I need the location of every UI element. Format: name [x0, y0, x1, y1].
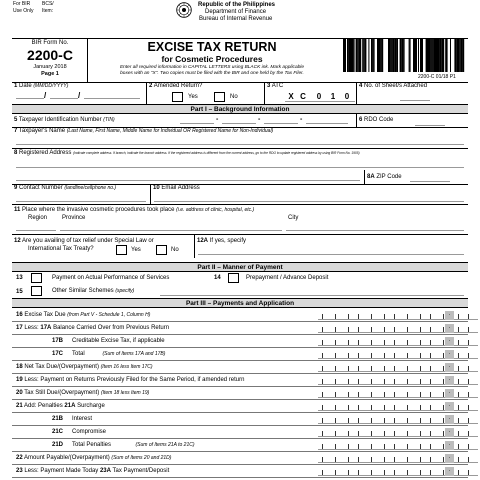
taxpayer-name-input[interactable]: [16, 136, 464, 145]
city-label: City: [288, 215, 299, 221]
field-6-label: 6 RDO Code: [359, 117, 394, 123]
sub-item-number: 23A: [99, 468, 111, 474]
field-13-label: Payment on Actual Performance of Services: [52, 275, 170, 281]
payment-row-label: [16, 377, 244, 384]
decimal-point: ·: [445, 363, 454, 372]
decimal-point: ·: [445, 415, 454, 424]
payment-row: [12, 452, 468, 465]
decimal-point: ·: [445, 389, 454, 398]
payment-row-label: [16, 312, 150, 319]
decimal-point: ·: [445, 337, 454, 346]
sub-item-label: Surcharge: [77, 403, 105, 409]
payment-row-label: [16, 403, 105, 410]
city-input[interactable]: [286, 222, 464, 231]
field-12-label-1: 12 Are you availing of tax relief under Special Law or: [14, 238, 154, 244]
sub-item-label: Creditable Excise Tax, if applicable: [72, 338, 165, 344]
sub-item-number: 21C: [52, 429, 64, 435]
use-only-label: Use Only: [13, 8, 34, 14]
field-9-label: 9 Contact Number (landline/cellphone no.): [14, 185, 117, 191]
item-label: Add: Penalties: [24, 403, 63, 409]
amended-no-checkbox[interactable]: [214, 92, 225, 102]
field-5-label: 5 Taxpayer Identification Number (TIN): [14, 117, 115, 123]
other-schemes-input[interactable]: [160, 288, 464, 296]
region-input[interactable]: [16, 222, 56, 231]
tax-relief-specify-input[interactable]: [198, 247, 464, 255]
amount-input[interactable]: [318, 376, 478, 385]
tax-relief-no-label: No: [171, 247, 179, 253]
sub-item-label: Interest: [72, 416, 93, 422]
atc-char: X: [288, 92, 294, 101]
item-number: 16: [16, 312, 23, 318]
sub-item-label: Compromise: [72, 429, 107, 435]
payment-row: [12, 335, 468, 348]
bureau-title: Bureau of Internal Revenue: [199, 16, 273, 22]
item-label: Less: Payment on Returns Previously Filed for the Same Period, if amended return: [24, 377, 245, 383]
item-label: Net Tax Due/(Overpayment): [24, 364, 99, 370]
form-title: EXCISE TAX RETURN: [147, 40, 277, 54]
item-label: Item:: [42, 8, 54, 14]
amount-input[interactable]: [318, 415, 478, 424]
field-13-number: 13: [16, 275, 23, 281]
payment-row: [12, 387, 468, 400]
tax-relief-yes-checkbox[interactable]: [116, 245, 127, 255]
field-1-label: 1 Date (MM/DD/YYYY): [14, 83, 69, 89]
item-number: 18: [16, 364, 23, 370]
tax-relief-no-checkbox[interactable]: [156, 245, 167, 255]
payment-row: [12, 348, 468, 361]
page-label: Page 1: [41, 71, 59, 77]
payment-row: [12, 322, 468, 335]
decimal-point: ·: [445, 376, 454, 385]
field-15-label: Other Similar Schemes (specify): [52, 288, 135, 294]
amount-input[interactable]: [318, 454, 478, 463]
rdo-code-input[interactable]: [415, 116, 445, 126]
field-2-label: 2 Amended Return?: [149, 83, 203, 89]
atc-char: 0: [316, 92, 322, 101]
item-number: 17: [16, 325, 23, 331]
sub-item-number: 21D: [52, 442, 64, 448]
tin-input[interactable]: - - -: [180, 116, 350, 126]
item-number: 20: [16, 390, 23, 396]
contact-number-input[interactable]: [16, 194, 146, 202]
field-14-number: 14: [214, 275, 221, 281]
decimal-point: ·: [445, 402, 454, 411]
decimal-point: ·: [445, 467, 454, 476]
amount-input[interactable]: [318, 337, 478, 346]
item-number: 23: [16, 468, 23, 474]
decimal-point: ·: [445, 350, 454, 359]
form-number: 2200-C: [27, 47, 73, 63]
bir-seal-icon: [176, 2, 192, 18]
item-hint: (Sum of Items 20 and 21D): [111, 455, 172, 461]
sub-item-label: Balance Carried Over from Previous Return: [53, 325, 170, 331]
sub-item-number: 17A: [40, 325, 52, 331]
payment-row: [12, 413, 468, 426]
atc-char: 0: [344, 92, 350, 101]
registered-address-line-2[interactable]: [16, 172, 360, 181]
form-date: January 2018: [33, 64, 67, 70]
province-input[interactable]: [60, 222, 282, 231]
barcode-code: 2200-C 01/18 P1: [418, 74, 456, 80]
payment-row-label: [16, 390, 149, 397]
field-12-label-2: International Tax Treaty?: [28, 246, 94, 252]
item-label: Less: Payment Made Today: [24, 468, 99, 474]
amount-input[interactable]: [318, 389, 478, 398]
item-hint: (Item 16 less Item 17C): [100, 364, 153, 370]
payment-row-label: [16, 325, 169, 332]
decimal-point: ·: [445, 454, 454, 463]
payment-row: [12, 309, 468, 322]
email-address-input[interactable]: [154, 194, 464, 202]
item-label: Less:: [24, 325, 39, 331]
field-12a-label: 12A If yes, specify: [197, 238, 247, 244]
amount-input[interactable]: [318, 441, 478, 450]
payment-row-label: [16, 468, 169, 475]
sub-item-label: Total Penalties: [72, 442, 112, 448]
item-number: 22: [16, 455, 23, 461]
sub-item-number: 17B: [52, 338, 64, 344]
for-bir-label: For BIR: [13, 1, 31, 7]
republic-title: Republic of the Philippines: [198, 2, 276, 8]
item-number: 21: [16, 403, 23, 409]
field-8-label: 8 Registered Address (Indicate complete address. If branch, indicate the branch address. If the registered address is different from the current address, go to the RDO to update registered address by using BIR Form No. 1905): [14, 150, 360, 156]
payment-row: [12, 400, 468, 413]
field-15-number: 15: [16, 289, 23, 295]
sub-item-number: 17C: [52, 351, 64, 357]
decimal-point: ·: [445, 441, 454, 450]
item-hint: (Sum of Items 17A and 17B): [102, 351, 166, 357]
bcs-label: BCS/: [42, 1, 54, 7]
amended-yes-checkbox[interactable]: [172, 92, 183, 102]
prepayment-checkbox[interactable]: [228, 273, 239, 283]
amount-input[interactable]: [318, 350, 478, 359]
amended-no-label: No: [230, 94, 238, 100]
tax-relief-yes-label: Yes: [131, 247, 141, 253]
sub-item-label: Tax Payment/Deposit: [112, 468, 170, 474]
sub-item-number: 21A: [64, 403, 76, 409]
amount-input[interactable]: [318, 402, 478, 411]
payment-row: [12, 374, 468, 387]
amount-input[interactable]: [318, 428, 478, 437]
item-hint: (Item 18 less Item 19): [100, 390, 150, 396]
payment-row-label: [16, 364, 153, 371]
form-subtitle: for Cosmetic Procedures: [161, 54, 263, 64]
decimal-point: ·: [445, 324, 454, 333]
item-label: Excise Tax Due: [24, 312, 66, 318]
item-number: 19: [16, 377, 23, 383]
date-input[interactable]: / /: [16, 91, 142, 101]
department-title: Department of Finance: [205, 9, 267, 15]
instructions-line-1: Enter all required information in CAPITAL LETTERS using BLACK ink. Mark applicable: [119, 65, 305, 70]
item-label: Tax Still Due/(Overpayment): [24, 390, 100, 396]
region-label: Region: [28, 215, 48, 221]
atc-char: C: [300, 92, 306, 101]
sub-item-number: 21B: [52, 416, 64, 422]
item-label: Amount Payable/(Overpayment): [24, 455, 110, 461]
form-number-box: [12, 38, 88, 82]
payment-row: [12, 439, 468, 452]
other-schemes-checkbox[interactable]: [31, 286, 42, 296]
form-no-label: BIR Form No.: [31, 40, 69, 46]
amount-input[interactable]: [318, 467, 478, 476]
registered-address-line-1[interactable]: [16, 159, 464, 168]
amount-input[interactable]: [318, 324, 478, 333]
field-7-label: 7 Taxpayer's Name (Last Name, First Name, Middle Name for Individual OR Registered Name for Non-Individual): [14, 128, 274, 134]
bir-use-only-box: [12, 2, 74, 16]
decimal-point: ·: [445, 428, 454, 437]
atc-char: 1: [330, 92, 336, 101]
zip-code-input[interactable]: [410, 173, 450, 182]
part-3-header: Part III – Payments and Application: [12, 298, 468, 308]
barcode: [342, 39, 466, 72]
instructions-line-2: boxes with an "X". Two copies must be filed with the BIR and one held by the Tax Filer.: [120, 71, 304, 76]
part-2-header: Part II – Manner of Payment: [12, 262, 468, 272]
field-4-label: 4 No. of Sheet/s Attached: [359, 83, 428, 89]
payment-row: [12, 426, 468, 439]
sheets-attached-input[interactable]: [400, 91, 430, 101]
payment-row: [12, 465, 468, 478]
amount-input[interactable]: [318, 311, 478, 320]
payment-row-label: [16, 455, 171, 462]
amount-input[interactable]: [318, 363, 478, 372]
province-label: Province: [62, 215, 86, 221]
field-3-label: 3 ATC: [267, 83, 284, 89]
actual-performance-checkbox[interactable]: [31, 273, 42, 283]
part-1-header: Part I – Background Information: [12, 104, 468, 114]
sub-item-label: Total: [72, 351, 85, 357]
field-10-label: 10 Email Address: [153, 185, 200, 191]
field-8a-label: 8A ZIP Code: [367, 174, 402, 180]
atc-field[interactable]: [285, 91, 355, 102]
field-14-label: Prepayment / Advance Deposit: [246, 275, 329, 281]
field-11-label: 11 Place where the invasive cosmetic procedures took place (i.e. address of clinic, hospital, etc.): [14, 207, 255, 213]
amended-yes-label: Yes: [188, 94, 198, 100]
payment-row: [12, 361, 468, 374]
item-hint: (Sum of Items 21A to 21C): [135, 442, 195, 448]
decimal-point: ·: [445, 311, 454, 320]
item-hint: (from Part V - Schedule 1, Column H): [67, 312, 151, 318]
